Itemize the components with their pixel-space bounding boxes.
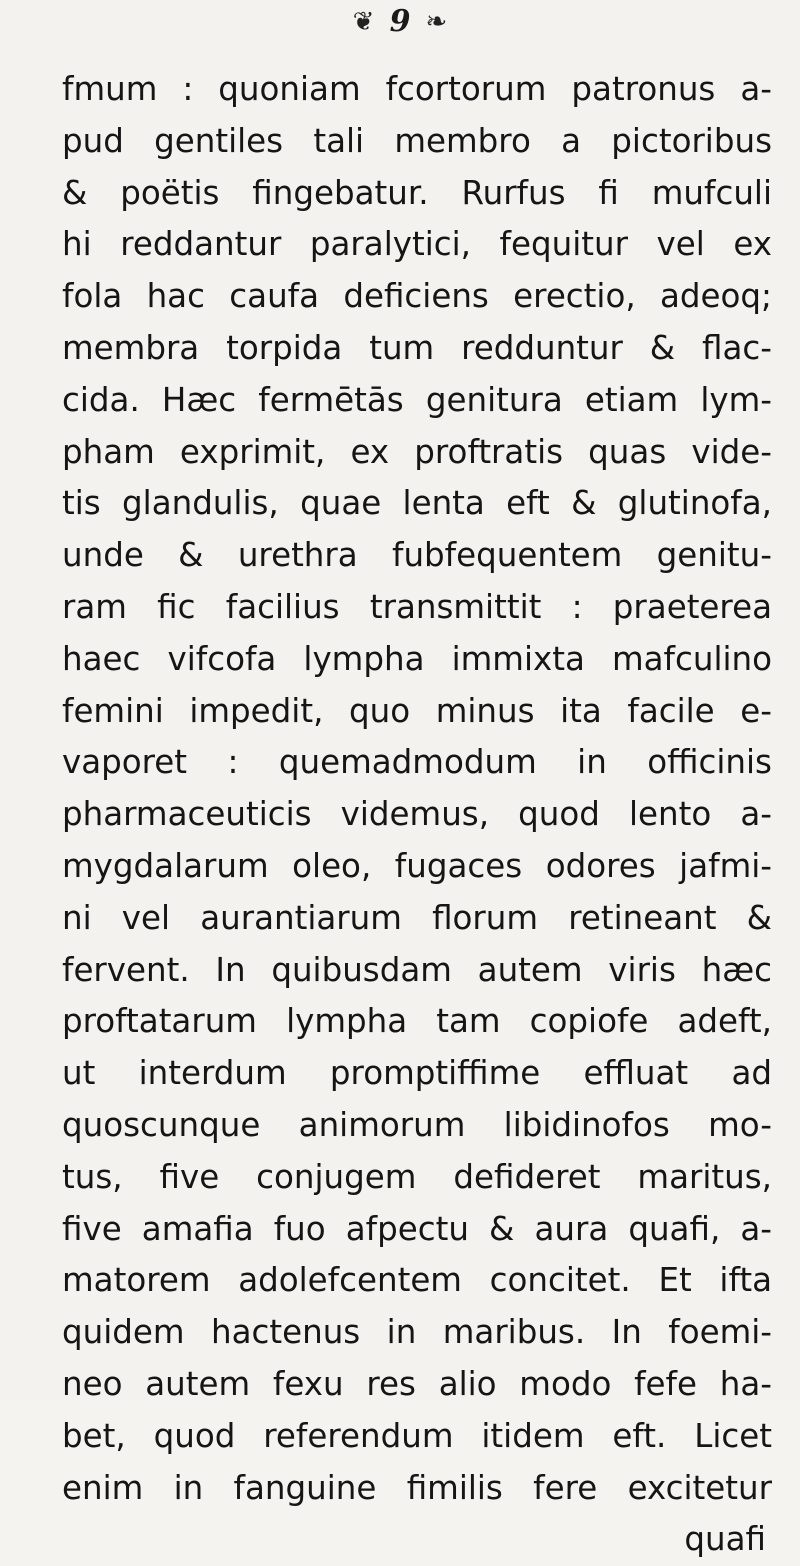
text-line: ram fic facilius transmittit : praeterea	[62, 587, 772, 626]
text-line: vaporet : quemadmodum in officinis	[62, 743, 772, 782]
text-line: pharmaceuticis videmus, quod lento a-	[62, 795, 772, 834]
text-line: ut interdum promptiffime effluat ad	[62, 1054, 772, 1093]
text-line: hi reddantur paralytici, fequitur vel ex	[62, 225, 772, 264]
body-text	[62, 64, 772, 1566]
text-line: femini impedit, quo minus ita facile e-	[62, 691, 772, 730]
text-line: unde & urethra fubfequentem genitu-	[62, 536, 772, 575]
text-line: matorem adolefcentem concitet. Et ifta	[62, 1261, 772, 1300]
text-line: mygdalarum oleo, fugaces odores jafmi-	[62, 846, 772, 885]
text-line: neo autem fexu res alio modo fefe ha-	[62, 1364, 772, 1403]
text-line: enim in fanguine fimilis fere excitetur	[62, 1468, 772, 1507]
text-line: pud gentiles tali membro a pictoribus	[62, 121, 772, 160]
text-line: membra torpida tum redduntur & flac-	[62, 328, 772, 367]
text-line: five amafia fuo afpectu & aura quafi, a-	[62, 1209, 772, 1248]
text-line: ni vel aurantiarum florum retineant &	[62, 898, 772, 937]
text-line: fola hac caufa deficiens erectio, adeoq;	[62, 277, 772, 316]
text-line: tus, five conjugem defideret maritus,	[62, 1157, 772, 1196]
text-line: bet, quod referendum itidem eft. Licet	[62, 1416, 772, 1455]
text-line: quoscunque animorum libidinofos mo-	[62, 1105, 772, 1144]
fleuron-left-icon: ❦	[352, 6, 375, 37]
fleuron-right-icon: ❧	[425, 6, 448, 37]
text-line: fmum : quoniam fcortorum patronus a-	[62, 70, 772, 108]
text-line: pham exprimit, ex proftratis quas vide-	[62, 432, 772, 471]
text-line: haec vifcofa lympha immixta mafculino	[62, 639, 772, 678]
page-header	[0, 4, 800, 39]
text-line: & poëtis fingebatur. Rurfus fi mufculi	[62, 173, 772, 212]
text-line: tis glandulis, quae lenta eft & glutinofa,	[62, 484, 772, 523]
catchword: quafi	[684, 1520, 766, 1559]
text-line: fervent. In quibusdam autem viris hæc	[62, 950, 772, 989]
text-line: quidem hactenus in maribus. In foemi-	[62, 1313, 772, 1352]
page-number: 9	[389, 4, 411, 39]
text-line: proftatarum lympha tam copiofe adeft,	[62, 1002, 772, 1041]
text-line: cida. Hæc fermētās genitura etiam lym-	[62, 380, 772, 419]
